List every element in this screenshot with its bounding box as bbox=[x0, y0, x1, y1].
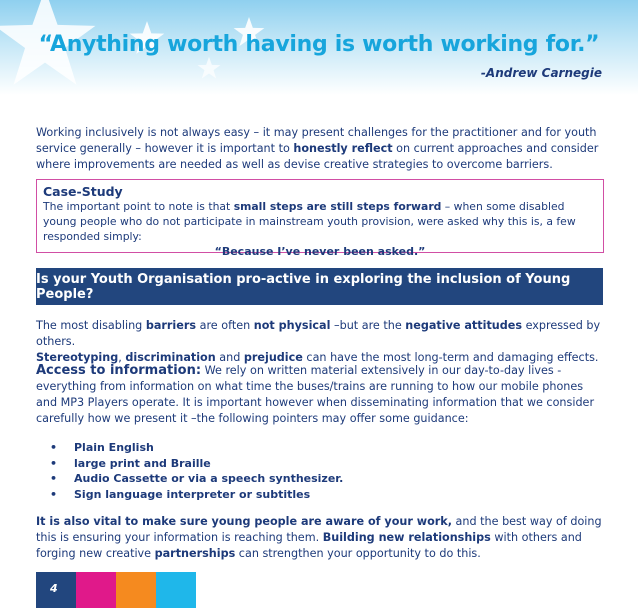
footer-color-block bbox=[76, 572, 116, 608]
case-study-text: The important point to note is that small steps are still steps forward – when some disabled young people who do not participate in mainstream youth provision, were asked why this is, a few responded simply: bbox=[43, 200, 576, 243]
list-item: • Plain English bbox=[50, 440, 343, 456]
case-study-quote: “Because I’ve never been asked.” bbox=[214, 245, 426, 258]
list-item: • large print and Braille bbox=[50, 456, 343, 472]
star-icon bbox=[196, 56, 222, 80]
page-footer bbox=[36, 572, 196, 608]
section-banner: Is your Youth Organisation pro-active in exploring the inclusion of Young People? bbox=[36, 268, 603, 305]
page-quote: “Anything worth having is worth working for.” bbox=[38, 32, 600, 57]
footer-color-block bbox=[36, 572, 76, 608]
case-study-box bbox=[36, 179, 604, 258]
pointers-list bbox=[50, 440, 343, 502]
page-number: 4 bbox=[50, 582, 58, 595]
footer-color-block bbox=[116, 572, 156, 608]
access-heading: Access to information: bbox=[36, 363, 202, 378]
closing-paragraph: It is also vital to make sure young people are aware of your work, and the best way of doing this is ensuring your information is reaching them. Building new relationships with others and forging new creative partnerships can strengthen your opportunity to do this. bbox=[36, 515, 602, 560]
list-item: • Audio Cassette or via a speech synthesizer. bbox=[50, 471, 343, 487]
intro-paragraph: Working inclusively is not always easy – it may present challenges for the practitioner and for youth service generally – however it is important to honestly reflect on current approaches and consider where improvements are needed as well as devise creative strategies to overcome barriers. bbox=[36, 126, 599, 171]
barriers-paragraph: The most disabling barriers are often not physical –but are the negative attitudes expressed by others. Stereotyping, discrimination and prejudice can have the most long-term and damaging effects. bbox=[36, 319, 601, 364]
case-study-title: Case-Study bbox=[43, 184, 123, 199]
access-paragraph: Access to information: We rely on written material extensively in our day-to-day lives - everything from information on what time the buses/trains are running to how our mobile phones and MP3 Players operate. It is important however when disseminating information that we consider carefully how we present it –the following pointers may offer some guidance: bbox=[36, 363, 595, 425]
quote-author: -Andrew Carnegie bbox=[480, 66, 602, 80]
footer-color-block bbox=[156, 572, 196, 608]
list-item: • Sign language interpreter or subtitles bbox=[50, 487, 343, 503]
